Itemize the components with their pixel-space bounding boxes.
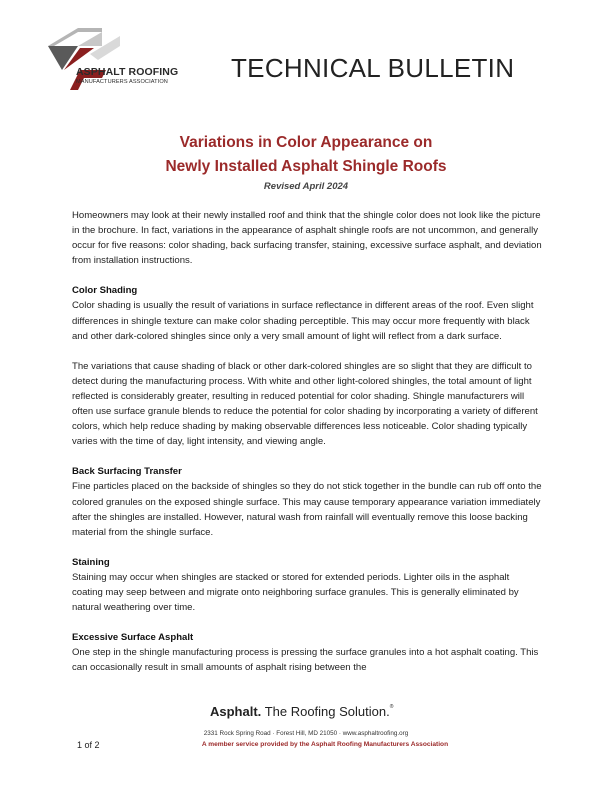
bulletin-title: TECHNICAL BULLETIN <box>231 53 515 83</box>
document-title-line-2: Newly Installed Asphalt Shingle Roofs <box>165 158 447 175</box>
footer-brand-trademark: ® <box>389 704 394 710</box>
paragraph: Fine particles placed on the backside of shingles so they do not stick together in the bundle can rub off onto the colored granules on the exposed shingle surface. This may cause temporary appearance variation immediately after the shingles are installed. However, natural wash from rainfall will eventually remove this loose backing material from the shingle surface. <box>72 481 542 538</box>
section-heading-back-surfacing-transfer: Back Surfacing Transfer <box>72 466 182 478</box>
footer-brand <box>210 704 393 719</box>
section-heading-excessive-surface-asphalt: Excessive Surface Asphalt <box>72 632 194 644</box>
paragraph: One step in the shingle manufacturing process is pressing the surface granules into a hot asphalt coating. This can occasionally result in small amounts of asphalt rising between the <box>72 647 539 674</box>
logo-wordmark: ASPHALT ROOFING <box>76 66 179 78</box>
footer-brand-tagline: The Roofing Solution. <box>264 704 390 719</box>
paragraph: Color shading is usually the result of variations in surface reflectance in different areas of the roof. Even slight differences in shingle texture can make color shading perceptible. This may occur more frequently with black and other dark-colored shingles since only a very small amount of light will reflect from a dark surface. <box>72 300 534 342</box>
footer-address: 2331 Rock Spring Road · Forest Hill, MD 21050 · www.asphaltroofing.org <box>203 730 409 737</box>
footer-member-note: A member service provided by the Asphalt Roofing Manufacturers Association <box>201 741 449 748</box>
paragraph: Staining may occur when shingles are stacked or stored for extended periods. Lighter oils in the asphalt coating may seep between and migrate onto neighboring surface granules. This is generally eliminated by natural weathering over time. <box>72 571 519 614</box>
document-title-line-1: Variations in Color Appearance on <box>179 134 433 151</box>
section-heading-color-shading: Color Shading <box>72 285 138 297</box>
page-number: 1 of 2 <box>77 740 100 750</box>
document-body <box>72 208 542 690</box>
intro-paragraph: Homeowners may look at their newly installed roof and think that the shingle color does not look like the picture in the brochure. In fact, variations in the appearance of asphalt shingle roofs are not uncommon, and generally occur for five reasons: color shading, back surfacing transfer, staining, excessive surface asphalt, and deviation from installation instructions. <box>72 210 542 267</box>
section-heading-staining: Staining <box>72 556 110 568</box>
paragraph: The variations that cause shading of black or other dark-colored shingles are so slight that they are difficult to detect during the manufacturing process. With white and other light-colored shingles, the total amount of light reflected is considerably greater, resulting in reduced potential for color shading. Shingle manufacturers will often use surface granule blends to reduce the potential for color shading by incorporating a variety of different colors, which help reduce shading by making observable differences less noticeable. Color shading typically varies with the time of day, light intensity, and viewing angle. <box>72 360 538 448</box>
footer-brand-bold: Asphalt. <box>210 704 262 719</box>
logo-subtitle: MANUFACTURERS ASSOCIATION <box>76 79 168 85</box>
revision-date: Revised April 2024 <box>263 181 349 192</box>
